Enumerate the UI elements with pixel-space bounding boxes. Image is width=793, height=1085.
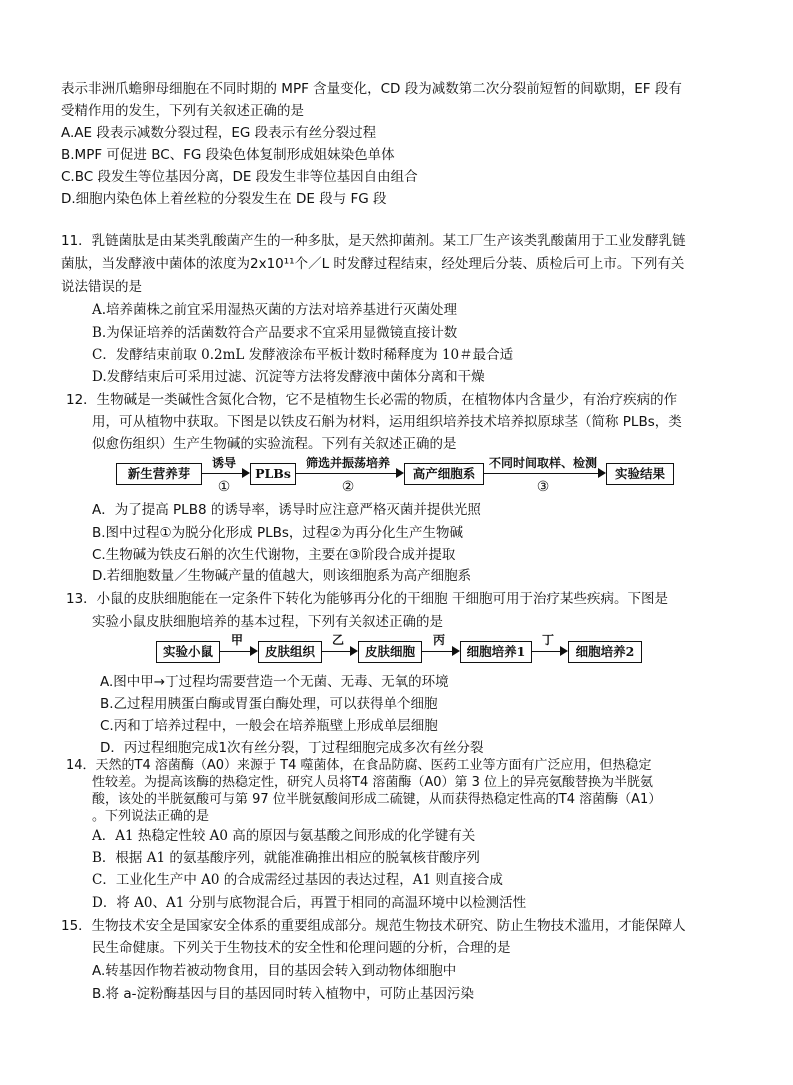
q10-option-a: A.AE 段表示减数分裂过程，EG 段表示有丝分裂过程 (61, 125, 377, 141)
q12-stem-line: 用，可从植物中获取。下图是以铁皮石斛为材料，运用组织培养技术培养拟原球茎（简称 PLBs，类 (92, 414, 682, 430)
flow-arrow-label: 不同时间取样、检测 (488, 456, 597, 470)
flow-step-number: ② (341, 479, 355, 495)
q13-option-a: A.图中甲→丁过程均需要营造一个无菌、无毒、无氧的环境 (100, 674, 449, 690)
flow-box-culture-2: 细胞培养2 (568, 641, 642, 663)
q14-option-b: B．根据 A1 的氨基酸序列，就能准确推出相应的脱氧核苷酸序列 (92, 850, 480, 866)
flow-arrow-label: 甲 (230, 633, 243, 647)
q10-stem-line: 表示非洲爪蟾卵母细胞在不同时期的 MPF 含量变化，CD 段为减数第二次分裂前短暂的间歇期，EF 段有 (61, 81, 682, 97)
flow-arrow (220, 651, 256, 652)
q10-option-c: C.BC 段发生等位基因分离，DE 段发生非等位基因自由组合 (61, 169, 418, 185)
q10-option-d: D.细胞内染色体上着丝粒的分裂发生在 DE 段与 FG 段 (61, 191, 387, 207)
q11-stem-line: 11．乳链菌肽是由某类乳酸菌产生的一种多肽，是天然抑菌剂。某工厂生产该类乳酸菌用于工业发酵乳链 (61, 233, 686, 249)
q15-option-b: B.将 a-淀粉酶基因与目的基因同时转入植物中，可防止基因污染 (92, 986, 474, 1002)
flow-arrow-label: 乙 (331, 633, 344, 647)
q13-flow-diagram (0, 633, 793, 665)
q13-option-d: D．丙过程细胞完成1次有丝分裂，丁过程细胞完成多次有丝分裂 (100, 740, 484, 756)
q12-flow-diagram (0, 456, 793, 495)
q15-stem-line: 民生命健康。下列关于生物技术的安全性和伦理问题的分析，合理的是 (92, 940, 511, 956)
flow-arrow (484, 473, 604, 474)
q13-option-b: B.乙过程用胰蛋白酶或胃蛋白酶处理，可以获得单个细胞 (100, 696, 438, 712)
flow-arrow-label: 丙 (432, 633, 445, 647)
flow-arrow-label: 筛选并振荡培养 (305, 456, 390, 470)
q13-option-c: C.丙和丁培养过程中，一般会在培养瓶壁上形成单层细胞 (100, 718, 438, 734)
flow-arrow-label: 诱导 (211, 456, 236, 470)
q14-stem-line: 性较差。为提高该酶的热稳定性，研究人员将T4 溶菌酶（A0）第 3 位上的异亮氨酸替换为半胱氨 (92, 775, 654, 790)
flow-arrow (296, 473, 402, 474)
q13-stem-line: 实验小鼠皮肤细胞培养的基本过程，下列有关叙述正确的是 (92, 614, 443, 630)
q14-option-c: C．工业化生产中 A0 的合成需经过基因的表达过程，A1 则直接合成 (92, 872, 503, 888)
q14-option-d: D．将 A0、A1 分别与底物混合后，再置于相同的高温环境中以检测活性 (92, 895, 527, 911)
flow-step-number: ③ (536, 479, 550, 495)
q12-option-a: A．为了提高 PLB8 的诱导率，诱导时应注意严格灭菌并提供光照 (92, 502, 481, 518)
flow-box-plbs: PLBs (250, 463, 296, 485)
q11-option-d: D.发酵结束后可采用过滤、沉淀等方法将发酵液中菌体分离和干燥 (92, 369, 485, 385)
flow-box-new-buds: 新生营养芽 (116, 463, 202, 485)
q12-stem-line: 12．生物碱是一类碱性含氮化合物，它不是植物生长必需的物质，在植物体内含量少，有治疗疾病的作 (66, 392, 678, 408)
flow-arrow (322, 651, 356, 652)
flow-arrow-label: 丁 (541, 633, 554, 647)
q15-stem-line: 15．生物技术安全是国家安全体系的重要组成部分。规范生物技术研究、防止生物技术滥用，才能保障人 (61, 918, 686, 934)
flow-arrow (202, 473, 248, 474)
q10-stem-line: 受精作用的发生，下列有关叙述正确的是 (61, 103, 304, 119)
q12-option-d: D.若细胞数量／生物碱产量的值越大，则该细胞系为高产细胞系 (92, 568, 472, 584)
flow-arrow (532, 651, 566, 652)
q13-stem-line: 13．小鼠的皮肤细胞能在一定条件下转化为能够再分化的干细胞 干细胞可用于治疗某些疾病。下图是 (66, 591, 668, 607)
flow-step-number: ① (217, 479, 231, 495)
q12-option-c: C.生物碱为铁皮石斛的次生代谢物，主要在③阶段合成并提取 (92, 547, 456, 563)
q14-stem-line: 14．天然的T4 溶菌酶（A0）来源于 T4 噬菌体，在食品防腐、医药工业等方面有广泛应用，但热稳定 (66, 758, 652, 773)
flow-box-mouse: 实验小鼠 (156, 641, 220, 663)
q14-option-a: A．A1 热稳定性较 A0 高的原因与氨基酸之间形成的化学键有关 (92, 828, 476, 844)
q14-stem-line: 。下列说法正确的是 (92, 809, 210, 824)
flow-arrow (422, 651, 458, 652)
flow-box-high-yield-line: 高产细胞系 (404, 463, 484, 485)
q11-stem-line: 菌肽，当发酵液中菌体的浓度为2x10¹¹个／L 时发酵过程结束，经处理后分装、质检后可上市。下列有关 (61, 256, 685, 272)
flow-box-skin-tissue: 皮肤组织 (258, 641, 322, 663)
q10-option-b: B.MPF 可促进 BC、FG 段染色体复制形成姐妹染色单体 (61, 147, 395, 163)
q11-option-b: B.为保证培养的活菌数符合产品要求不宜采用显微镜直接计数 (92, 325, 458, 341)
flow-box-results: 实验结果 (606, 463, 674, 485)
q11-option-c: C．发酵结束前取 0.2mL 发酵液涂布平板计数时稀释度为 10＃最合适 (92, 347, 514, 363)
flow-box-culture-1: 细胞培养1 (460, 641, 532, 663)
q12-stem-line: 似愈伤组织）生产生物碱的实验流程。下列有关叙述正确的是 (92, 436, 457, 452)
q11-option-a: A.培养菌株之前宜采用湿热灭菌的方法对培养基进行灭菌处理 (92, 302, 458, 318)
q11-stem-line: 说法错误的是 (61, 279, 142, 295)
flow-box-skin-cells: 皮肤细胞 (358, 641, 422, 663)
q12-option-b: B.图中过程①为脱分化形成 PLBs，过程②为再分化生产生物碱 (92, 525, 464, 541)
q14-stem-line: 酸，该处的半胱氨酸可与第 97 位半胱氨酸间形成二硫键，从而获得热稳定性高的T4 溶菌酶（A1） (92, 792, 662, 807)
q15-option-a: A.转基因作物若被动物食用，目的基因会转入到动物体细胞中 (92, 963, 457, 979)
